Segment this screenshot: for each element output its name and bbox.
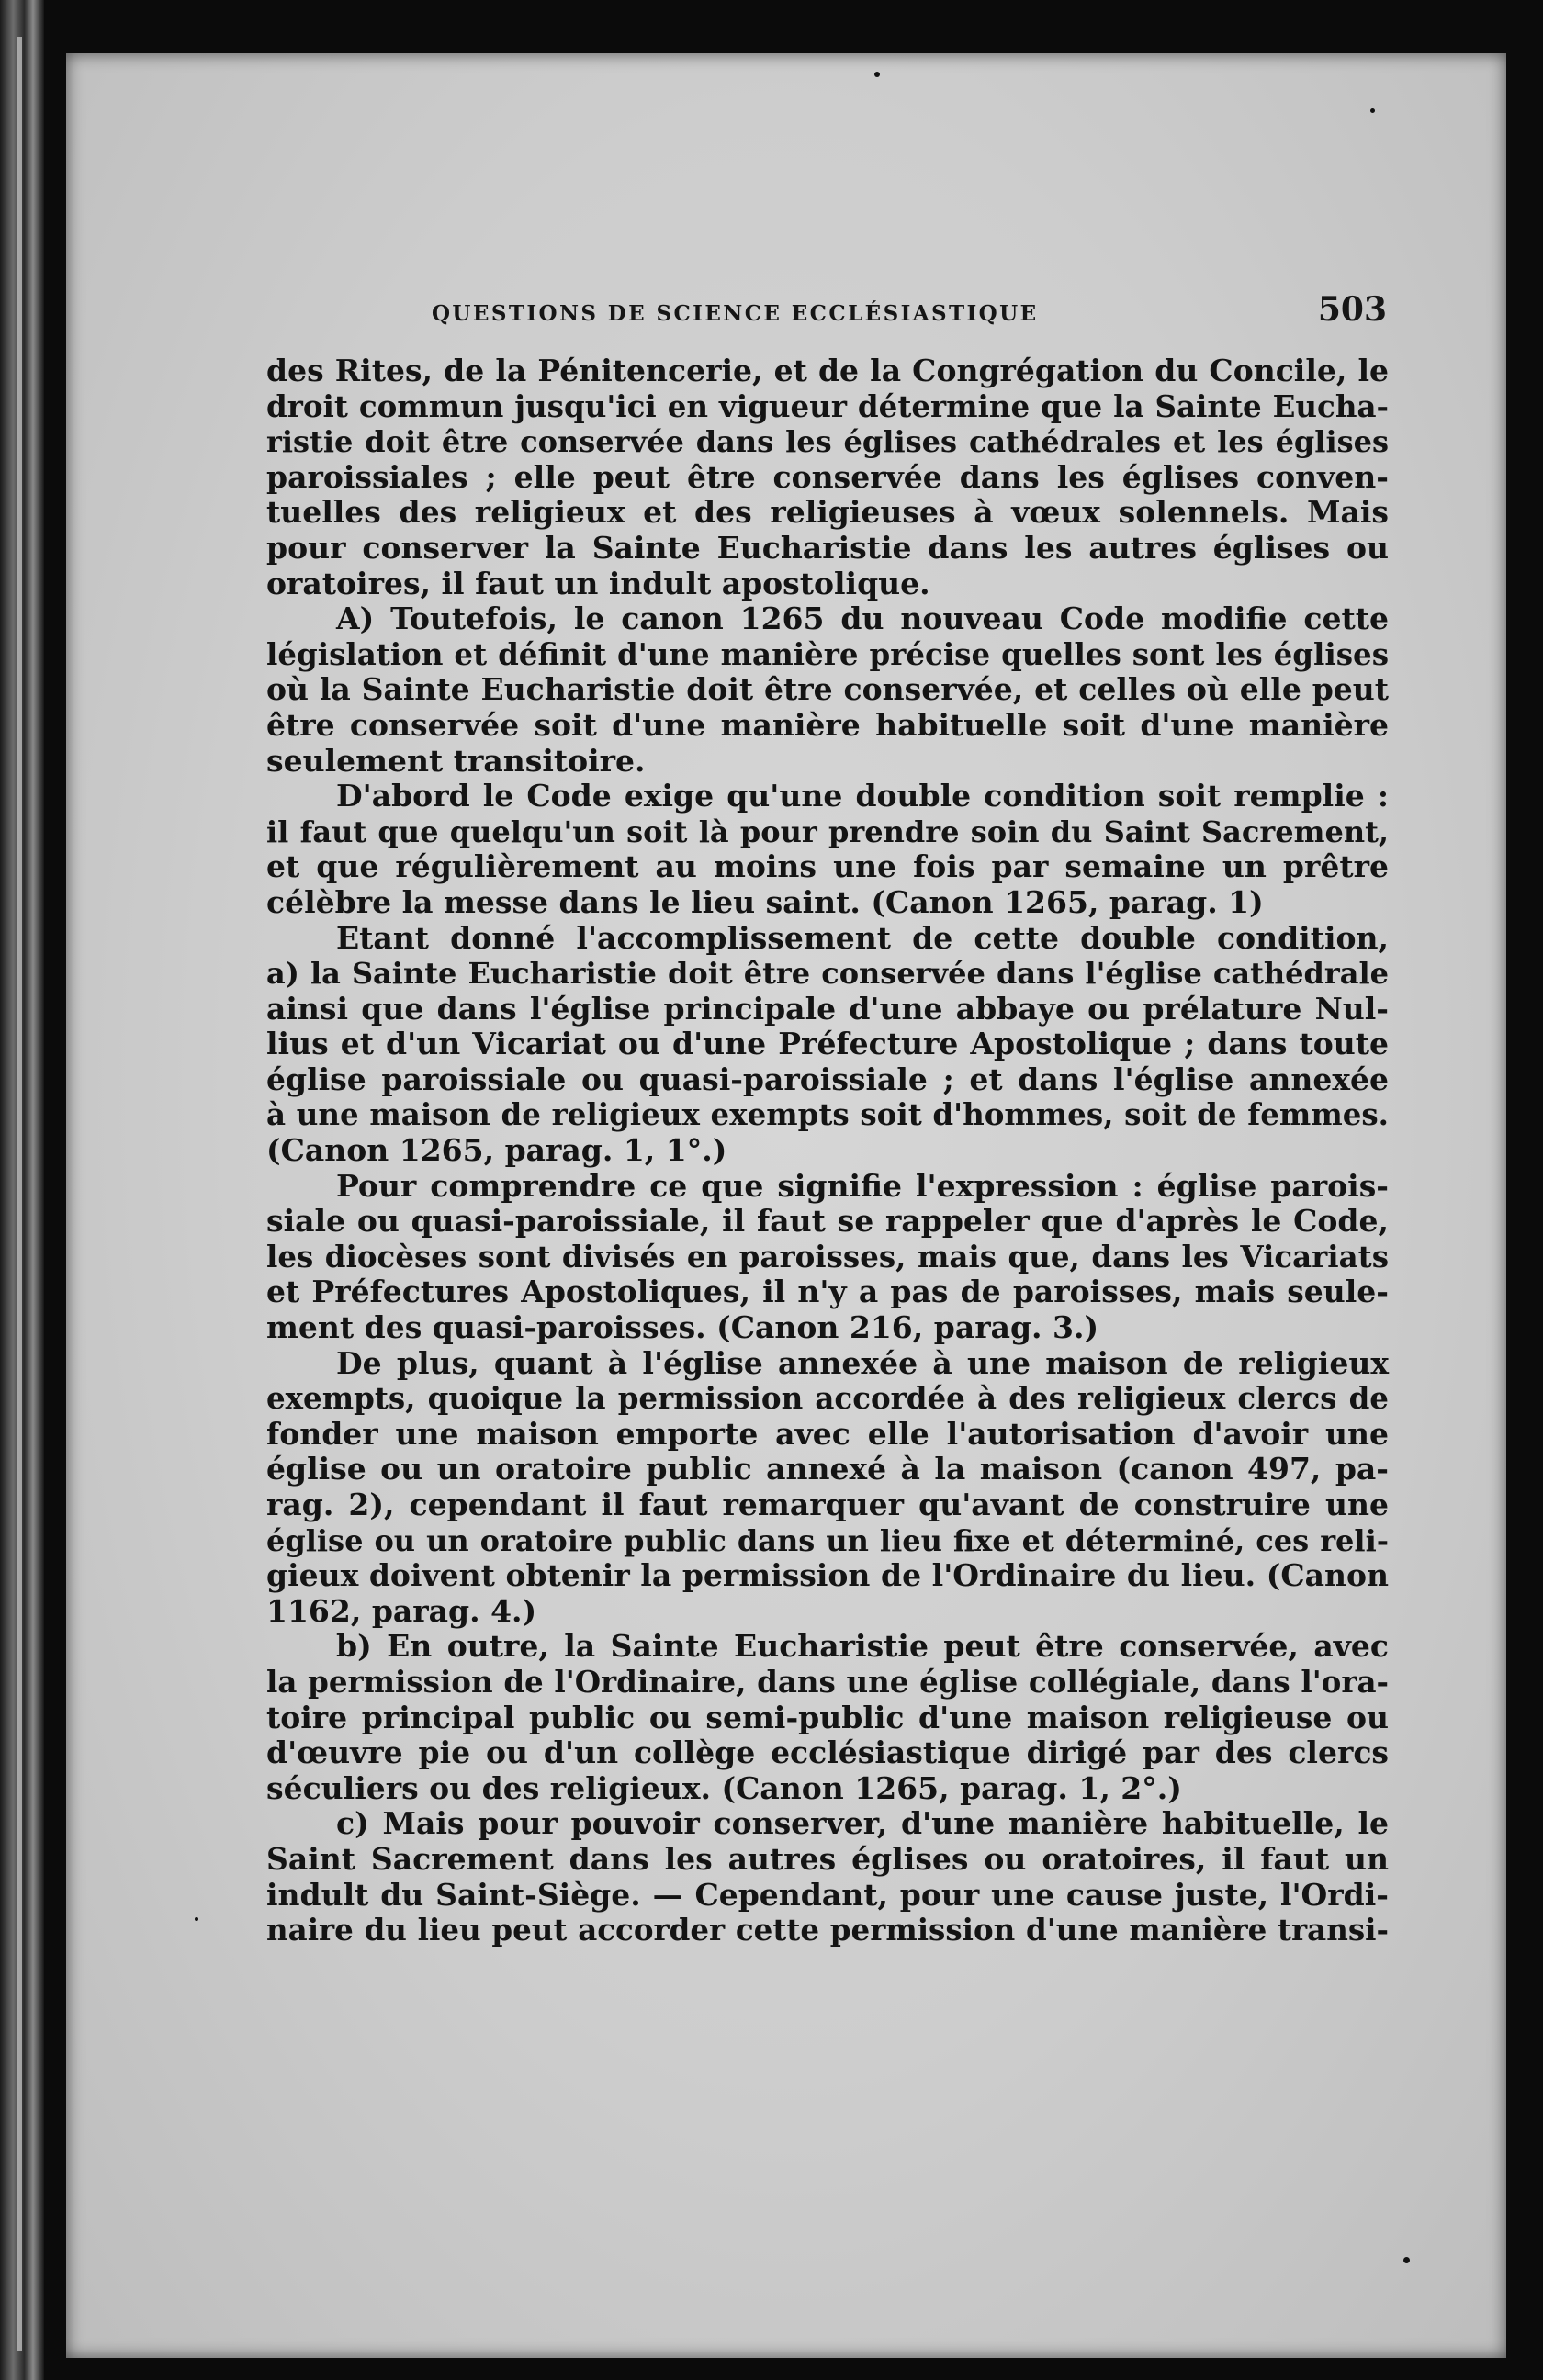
text-line: seulement transitoire.: [266, 742, 646, 779]
text-line: église ou un oratoire public dans un lieu fixe et déterminé, ces reli-: [266, 1522, 1389, 1558]
body-text: [266, 354, 1389, 1948]
text-line: rag. 2), cependant il faut remarquer qu'avant de construire une: [266, 1487, 1389, 1522]
text-line: A) Toutefois, le canon 1265 du nouveau Code modifie cette: [336, 601, 1389, 637]
text-line: (Canon 1265, parag. 1, 1°.): [266, 1132, 727, 1169]
text-line: fonder une maison emporte avec elle l'autorisation d'avoir une: [266, 1415, 1389, 1452]
film-edge-highlight: [17, 37, 22, 2351]
text-line: indult du Saint-Siège. — Cependant, pour une cause juste, l'Ordi-: [266, 1876, 1389, 1913]
text-line: ment des quasi-paroisses. (Canon 216, parag. 3.): [266, 1309, 1099, 1346]
text-line: b) En outre, la Sainte Eucharistie peut être conservée, avec: [336, 1628, 1389, 1665]
text-line: à une maison de religieux exempts soit d'hommes, soit de femmes.: [266, 1096, 1389, 1133]
film-edge-strip: [0, 0, 44, 2380]
dust-speck: [1370, 108, 1375, 113]
text-line: être conservée soit d'une manière habituelle soit d'une manière: [266, 706, 1389, 743]
text-line: D'abord le Code exige qu'une double condition soit remplie :: [336, 778, 1389, 814]
text-line: et Préfectures Apostoliques, il n'y a pas de paroisses, mais seule-: [266, 1274, 1389, 1310]
text-line: d'œuvre pie ou d'un collège ecclésiastique dirigé par des clercs: [266, 1734, 1389, 1771]
book-page: [66, 53, 1506, 2358]
text-line: toire principal public ou semi-public d'une maison religieuse ou: [266, 1699, 1389, 1735]
text-line: Saint Sacrement dans les autres églises ou oratoires, il faut un: [266, 1840, 1389, 1877]
page-header: [432, 283, 1387, 347]
text-line: exempts, quoique la permission accordée à des religieux clercs de: [266, 1380, 1389, 1417]
text-line: et que régulièrement au moins une fois par semaine un prêtre: [266, 848, 1389, 885]
text-line: des Rites, de la Pénitencerie, et de la Congrégation du Concile, le: [266, 353, 1389, 388]
text-line: tuelles des religieux et des religieuses à vœux solennels. Mais: [266, 494, 1389, 531]
text-line: église ou un oratoire public annexé à la maison (canon 497, pa-: [266, 1451, 1389, 1488]
text-line: a) la Sainte Eucharistie doit être conservée dans l'église cathédrale: [266, 956, 1389, 992]
text-line: gieux doivent obtenir la permission de l'Ordinaire du lieu. (Canon: [266, 1557, 1389, 1594]
dust-speck: [1403, 2257, 1410, 2263]
text-line: siale ou quasi-paroissiale, il faut se rappeler que d'après le Code,: [266, 1203, 1389, 1240]
page-number: 503: [1317, 290, 1387, 329]
text-line: pour conserver la Sainte Eucharistie dans les autres églises ou: [266, 529, 1389, 566]
text-line: Pour comprendre ce que signifie l'expression : église parois-: [336, 1167, 1389, 1204]
text-line: législation et définit d'une manière précise quelles sont les églises: [266, 635, 1389, 672]
text-line: Etant donné l'accomplissement de cette double condition,: [336, 919, 1389, 956]
text-line: église paroissiale ou quasi-paroissiale ; et dans l'église annexée: [266, 1061, 1389, 1097]
text-line: naire du lieu peut accorder cette permission d'une manière transi-: [266, 1912, 1389, 1948]
text-line: la permission de l'Ordinaire, dans une église collégiale, dans l'ora-: [266, 1663, 1389, 1700]
dust-speck: [874, 72, 880, 77]
text-line: les diocèses sont divisés en paroisses, mais que, dans les Vicariats: [266, 1238, 1389, 1274]
text-line: 1162, parag. 4.): [266, 1592, 537, 1629]
text-line: séculiers ou des religieux. (Canon 1265, parag. 1, 2°.): [266, 1769, 1182, 1806]
running-title: QUESTIONS DE SCIENCE ECCLÉSIASTIQUE: [432, 301, 1039, 326]
text-line: droit commun jusqu'ici en vigueur détermine que la Sainte Eucha-: [266, 387, 1389, 424]
text-line: De plus, quant à l'église annexée à une maison de religieux: [336, 1344, 1389, 1381]
text-line: oratoires, il faut un indult apostolique.: [266, 565, 930, 601]
text-line: où la Sainte Eucharistie doit être conservée, et celles où elle peut: [266, 671, 1389, 708]
text-line: paroissiales ; elle peut être conservée dans les églises conven-: [266, 458, 1389, 495]
text-line: lius et d'un Vicariat ou d'une Préfecture Apostolique ; dans toute: [266, 1026, 1389, 1062]
text-line: ainsi que dans l'église principale d'une abbaye ou prélature Nul-: [266, 990, 1389, 1027]
dust-speck: [195, 1917, 198, 1921]
text-line: ristie doit être conservée dans les églises cathédrales et les églises: [266, 424, 1389, 460]
text-line: célèbre la messe dans le lieu saint. (Canon 1265, parag. 1): [266, 883, 1264, 920]
text-line: il faut que quelqu'un soit là pour prendre soin du Saint Sacrement,: [266, 814, 1389, 849]
text-line: c) Mais pour pouvoir conserver, d'une manière habituelle, le: [336, 1805, 1389, 1842]
